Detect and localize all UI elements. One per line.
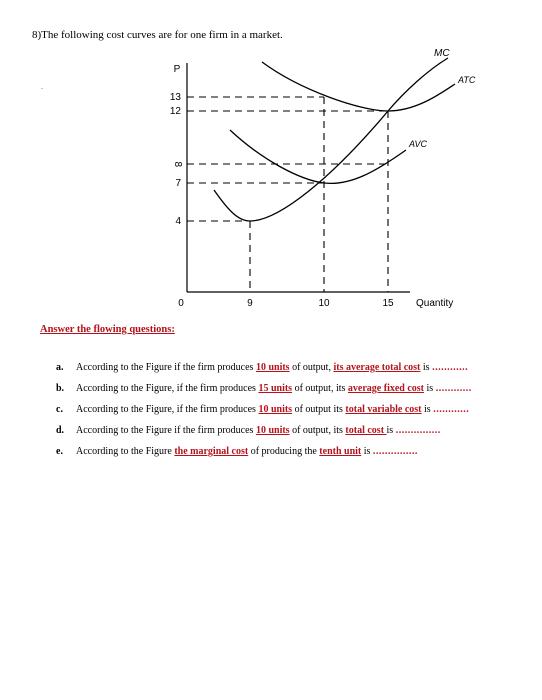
- y-axis-label: P: [173, 64, 181, 75]
- question-text: According to the Figure if the firm produces: [76, 362, 256, 373]
- answer-blank: ............: [433, 404, 470, 415]
- highlighted-term: the marginal cost: [174, 446, 249, 457]
- highlighted-term: 10 units: [258, 404, 293, 415]
- question-text: According to the Figure: [76, 446, 175, 457]
- question-text: of output its: [292, 404, 346, 415]
- question-text: is: [386, 425, 396, 436]
- question-list: [56, 362, 506, 467]
- y-tick-7: 7: [175, 178, 181, 189]
- question-label: c.: [56, 404, 63, 415]
- highlighted-term: average fixed cost: [347, 383, 425, 394]
- question-item: [56, 383, 506, 395]
- question-text: is: [424, 383, 436, 394]
- question-label: b.: [56, 383, 65, 394]
- answer-blank: ............: [435, 383, 472, 394]
- answer-blank: ............: [432, 362, 469, 373]
- question-text: of producing the: [248, 446, 320, 457]
- question-text: is: [361, 446, 373, 457]
- cost-curves-figure: [0, 0, 542, 330]
- question-text: of output,: [289, 362, 334, 373]
- answers-heading: Answer the flowing questions:: [40, 324, 175, 335]
- question-text: of output, its: [292, 383, 348, 394]
- question-text: According to the Figure, if the firm produces: [76, 404, 259, 415]
- question-text: According to the Figure if the firm produces: [76, 425, 256, 436]
- avc-label: AVC: [409, 139, 428, 149]
- highlighted-term: its average total cost: [333, 362, 421, 373]
- x-tick-10: 10: [318, 298, 330, 309]
- question-item: [56, 404, 506, 416]
- question-text: According to the Figure, if the firm produces: [76, 383, 259, 394]
- answer-blank: ...............: [395, 425, 441, 436]
- highlighted-term: 10 units: [255, 362, 290, 373]
- question-label: e.: [56, 446, 63, 457]
- y-tick-4: 4: [175, 216, 181, 227]
- stray-mark: .: [41, 82, 43, 91]
- question-label: a.: [56, 362, 64, 373]
- x-tick-6: 6: [247, 296, 253, 307]
- avc-curve: [230, 130, 406, 183]
- question-text: of output, its: [289, 425, 346, 436]
- highlighted-term: 10 units: [255, 425, 290, 436]
- y-tick-12: 12: [169, 106, 181, 117]
- question-item: [56, 425, 506, 437]
- highlighted-term: total cost: [345, 425, 387, 436]
- question-label: d.: [56, 425, 65, 436]
- highlighted-term: 15 units: [258, 383, 293, 394]
- question-text: is: [421, 404, 434, 415]
- question-item: [56, 362, 506, 374]
- mc-label: MC: [434, 48, 450, 59]
- question-title: 8)The following cost curves are for one firm in a market.: [32, 29, 283, 41]
- x-axis-label: Quantity: [416, 298, 454, 309]
- x-tick-15: 15: [382, 298, 394, 309]
- question-text: is: [420, 362, 433, 373]
- y-tick-13: 13: [169, 92, 181, 103]
- highlighted-term: tenth unit: [319, 446, 362, 457]
- answer-blank: ...............: [372, 446, 418, 457]
- origin-label: 0: [178, 298, 184, 309]
- y-tick-8: 8: [172, 161, 183, 167]
- atc-curve: [262, 62, 455, 111]
- question-item: [56, 446, 506, 458]
- highlighted-term: total variable cost: [345, 404, 422, 415]
- atc-label: ATC: [458, 75, 476, 85]
